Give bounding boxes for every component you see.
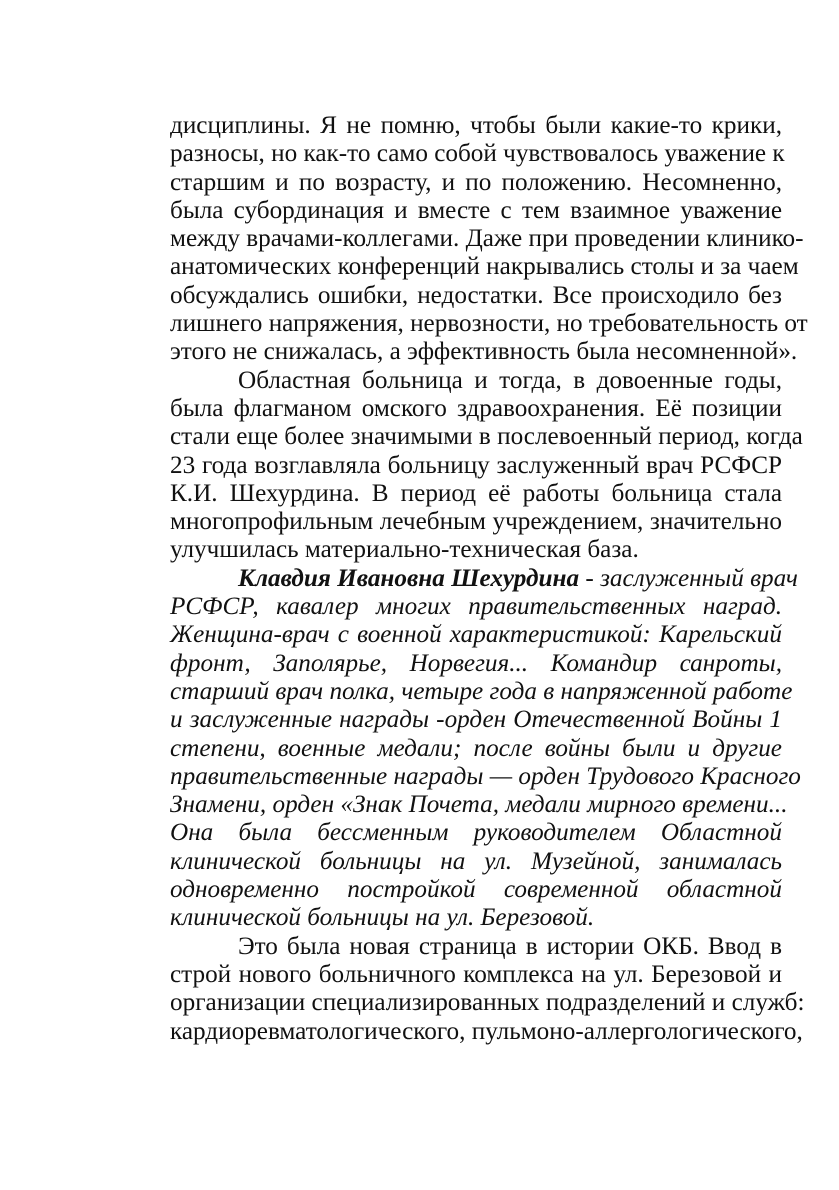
text-line: Она была бессменным руководителем Областной	[170, 819, 782, 847]
text-line: степени, военные медали; после войны были и другие	[170, 734, 782, 762]
text-line: была субординация и вместе с тем взаимное уважение	[170, 196, 782, 224]
paragraph-biography	[170, 564, 801, 933]
text-line: организации специализированных подразделений и служб:	[170, 989, 805, 1017]
text-line: дисциплины. Я не помню, чтобы были какие-то крики,	[170, 112, 782, 139]
text-line: улучшилась материально-техническая база.	[170, 536, 639, 564]
text-line: правительственные награды — орден Трудового Красного	[170, 762, 801, 790]
text-line: одновременно постройкой современной областной	[170, 876, 782, 904]
text-line: клинической больницы на ул. Березовой.	[170, 904, 595, 932]
text-line: анатомических конференций накрывались столы и за чаем	[170, 253, 799, 281]
text-line: старший врач полка, четыре года в напряженной работе	[170, 677, 793, 705]
text-line: кардиоревматологического, пульмоно-аллергологического,	[170, 1017, 803, 1045]
text-line: разносы, но как-то само собой чувствовалось уважение к	[170, 140, 785, 168]
text-line: и заслуженные награды -орден Отечественной Войны 1	[170, 706, 782, 734]
text-line: старшим и по возрасту, и по положению. Несомненно,	[170, 168, 782, 196]
text-line: Женщина-врач с военной характеристикой: Карельский	[170, 621, 782, 649]
paragraph-1	[170, 112, 808, 367]
text-line	[170, 564, 798, 593]
text-line: Знамени, орден «Знак Почета, медали мирного времени...	[170, 791, 788, 819]
document-page	[170, 112, 808, 1046]
text-line: клинической больницы на ул. Музейной, занималась	[170, 847, 782, 875]
text-line: многопрофильным лечебным учреждением, значительно	[170, 508, 782, 536]
text-line: этого не снижалась, а эффективность была несомненной».	[170, 338, 798, 366]
person-name: Клавдия Ивановна Шехурдина	[238, 564, 580, 592]
text-line: обсуждались ошибки, недостатки. Все происходило без	[170, 281, 782, 309]
name-continuation: - заслуженный врач	[579, 564, 798, 592]
text-line: 23 года возглавляла больницу заслуженный врач РСФСР	[170, 451, 782, 479]
text-line: строй нового больничного комплекса на ул. Березовой и	[170, 960, 782, 988]
text-line: Областная больница и тогда, в довоенные годы,	[238, 366, 782, 394]
text-line: между врачами-коллегами. Даже при проведении клинико-	[170, 225, 804, 253]
text-line: Это была новая страница в истории ОКБ. Ввод в	[238, 932, 782, 960]
text-line: К.И. Шехурдина. В период её работы больница стала	[170, 479, 782, 507]
paragraph-2	[170, 366, 803, 565]
text-line: была флагманом омского здравоохранения. Её позиции	[170, 394, 782, 422]
text-line: РСФСР, кавалер многих правительственных наград.	[170, 593, 782, 621]
paragraph-4	[170, 932, 805, 1046]
text-line: лишнего напряжения, нервозности, но требовательность от	[170, 310, 808, 338]
text-line: фронт, Заполярье, Норвегия... Командир санроты,	[170, 649, 782, 677]
text-line: стали еще более значимыми в послевоенный период, когда	[170, 423, 803, 451]
